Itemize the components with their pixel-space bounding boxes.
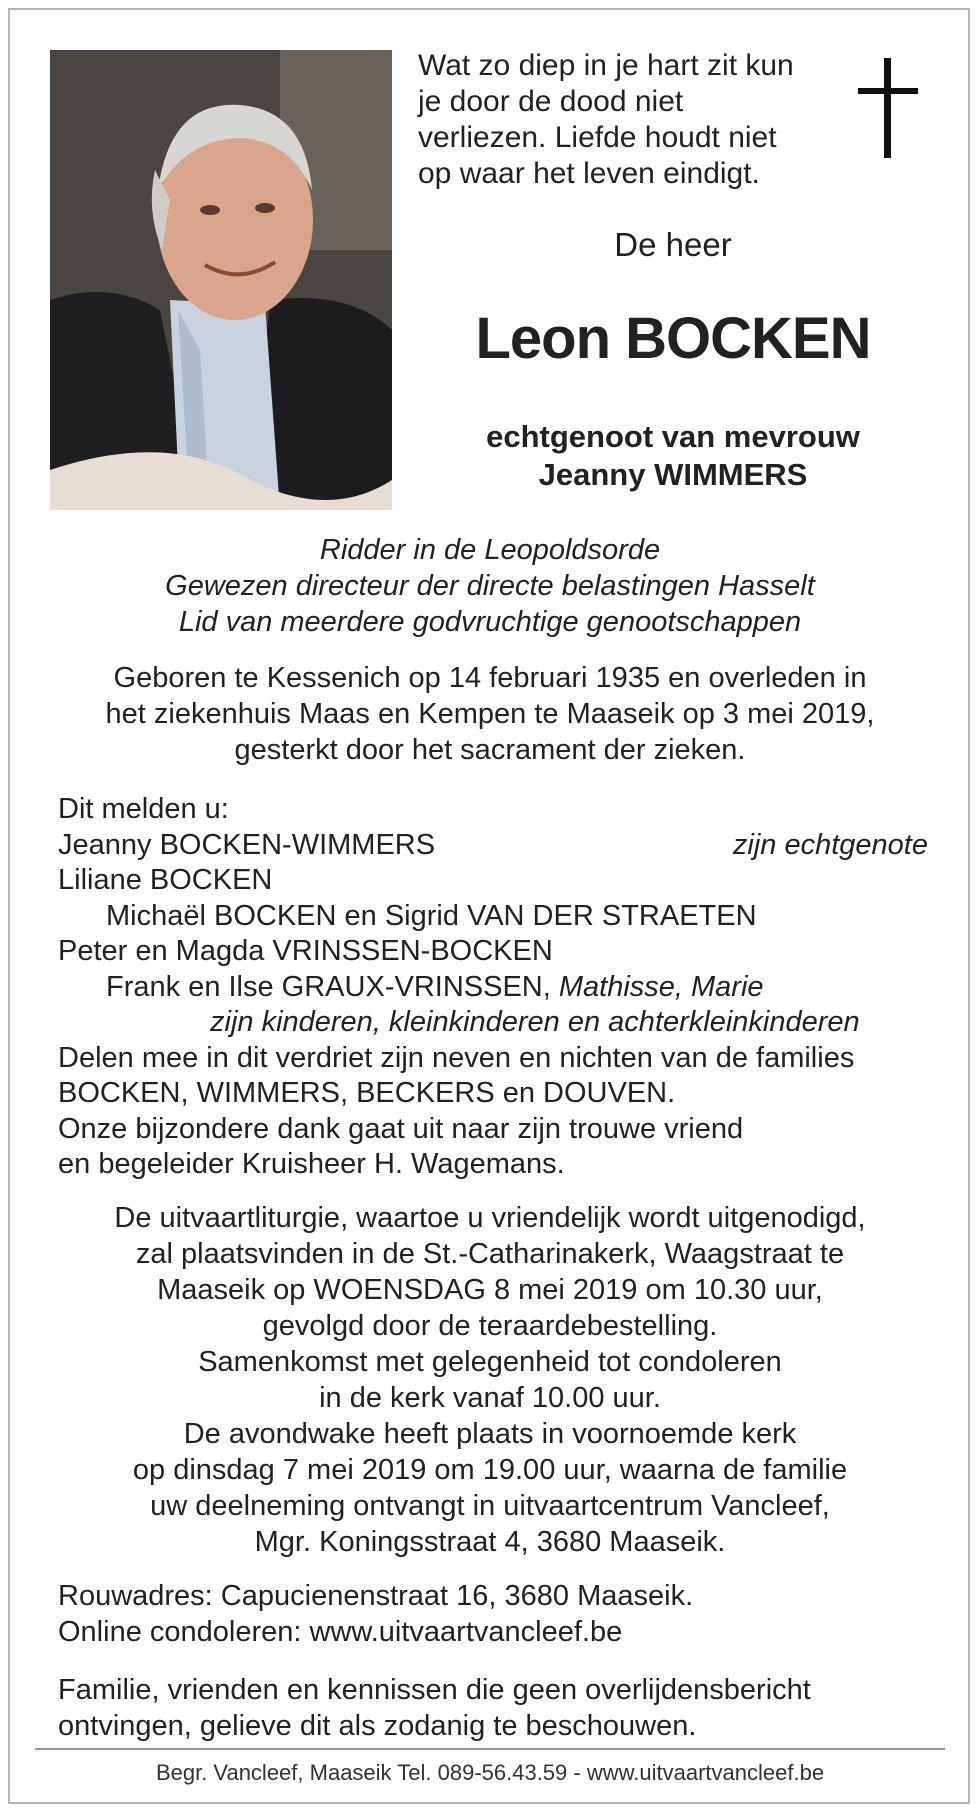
family-extra-line: Onze bijzondere dank gaat uit naar zijn trouwe vriend (58, 1112, 744, 1145)
birth-death-details (0, 660, 980, 768)
footer-divider (35, 1748, 945, 1750)
service-line: Maaseik op WOENSDAG 8 mei 2019 om 10.30 uur, (157, 1274, 823, 1306)
service-line: De avondwake heeft plaats in voornoemde kerk (183, 1418, 797, 1450)
grandchild-name: Michaël BOCKEN en Sigrid VAN DER STRAETEN (106, 899, 757, 932)
greatgrandchildren-names: Mathisse, Marie (558, 970, 764, 1003)
birth-line: gesterkt door het sacrament der zieken. (234, 734, 746, 766)
verse-line: Wat zo diep in je hart zit kun (418, 49, 794, 82)
birth-line: het ziekenhuis Maas en Kempen te Maaseik op 3 mei 2019, (105, 698, 875, 730)
family-row-grandchild (58, 970, 928, 1006)
verse-line: op waar het leven eindigt. (418, 157, 760, 190)
service-line: Mgr. Koningsstraat 4, 3680 Maaseik. (254, 1526, 726, 1558)
funeral-service-details (0, 1200, 980, 1560)
spouse-line: Jeanny WIMMERS (538, 457, 808, 492)
birth-line: Geboren te Kessenich op 14 februari 1935 en overleden in (113, 662, 867, 694)
child-name: Liliane BOCKEN (58, 864, 273, 896)
mourning-address: Rouwadres: Capucienenstraat 16, 3680 Maaseik. (58, 1580, 694, 1612)
honor-line: Gewezen directeur der directe belastingen Hasselt (165, 570, 815, 602)
funeral-home-footer: Begr. Vancleef, Maaseik Tel. 089-56.43.59 - www.uitvaartvancleef.be (155, 1760, 825, 1785)
service-line: in de kerk vanaf 10.00 uur. (319, 1382, 661, 1414)
family-role: zijn kinderen, kleinkinderen en achterkleinkinderen (210, 1006, 860, 1038)
service-line: Samenkomst met gelegenheid tot condoleren (198, 1346, 782, 1378)
cross-icon (858, 58, 918, 158)
online-condolence: Online condoleren: www.uitvaartvancleef.be (58, 1616, 623, 1648)
honor-line: Ridder in de Leopoldsorde (319, 534, 661, 566)
grandchild-name: Frank en Ilse GRAUX-VRINSSEN, (106, 970, 551, 1003)
family-intro: Dit melden u: (58, 793, 229, 825)
honors-list (0, 532, 980, 640)
honorific-title: De heer (614, 226, 732, 263)
service-line: De uitvaartliturgie, waartoe u vriendelijk wordt uitgenodigd, (114, 1202, 866, 1234)
memorial-verse (418, 48, 818, 192)
service-line: gevolgd door de teraardebestelling. (262, 1310, 718, 1342)
contact-info (58, 1578, 693, 1650)
portrait-photo (50, 50, 392, 510)
service-line: op dinsdag 7 mei 2019 om 19.00 uur, waarna de familie (132, 1454, 848, 1486)
family-row-wife (58, 828, 928, 864)
family-extra-line: Delen mee in dit verdriet zijn neven en nichten van de families (58, 1041, 855, 1074)
child-name: Peter en Magda VRINSSEN-BOCKEN (58, 935, 553, 967)
family-announcement (58, 792, 928, 1183)
wife-name: Jeanny BOCKEN-WIMMERS (58, 828, 436, 861)
family-extra-line: en begeleider Kruisheer H. Wagemans. (58, 1148, 565, 1180)
wife-role: zijn echtgenote (732, 828, 928, 861)
verse-line: verliezen. Liefde houdt niet (418, 121, 777, 154)
notice-line: ontvingen, gelieve dit als zodanig te beschouwen. (58, 1710, 697, 1742)
deceased-name: Leon BOCKEN (475, 306, 871, 371)
spouse-line: echtgenoot van mevrouw (486, 419, 860, 454)
family-extra-line: BOCKEN, WIMMERS, BECKERS en DOUVEN. (58, 1077, 676, 1109)
service-line: uw deelneming ontvangt in uitvaartcentrum Vancleef, (150, 1490, 830, 1522)
verse-line: je door de dood niet (418, 85, 684, 118)
spouse-info (418, 418, 928, 494)
honor-line: Lid van meerdere godvruchtige genootschappen (178, 606, 802, 638)
closing-notice (58, 1672, 811, 1744)
service-line: zal plaatsvinden in de St.-Catharinakerk, Waagstraat te (135, 1238, 845, 1270)
notice-line: Familie, vrienden en kennissen die geen overlijdensbericht (58, 1674, 811, 1706)
